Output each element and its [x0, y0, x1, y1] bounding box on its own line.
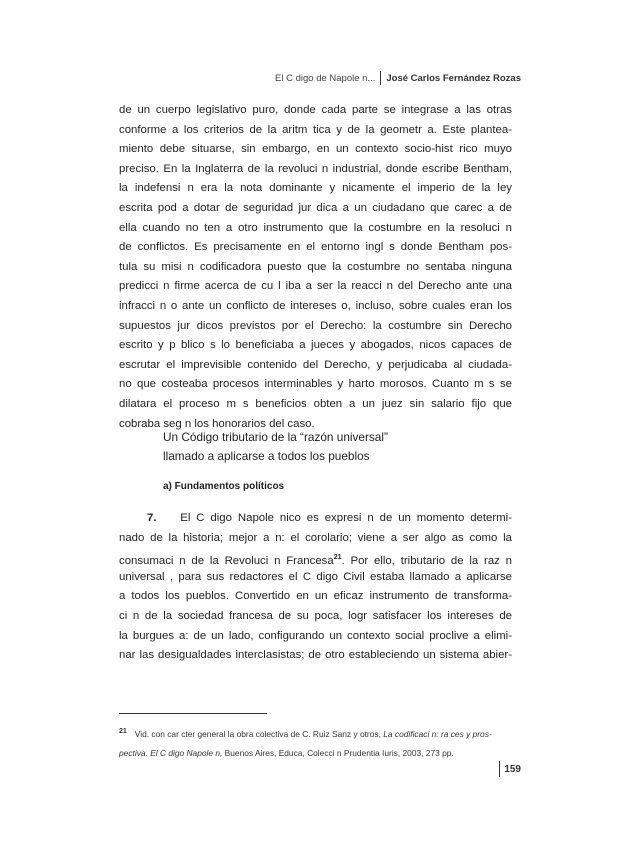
footnote-text: Buenos Aires, Educa, Colecci n Prudentia Iuris, 2003, 273 pp.	[222, 747, 454, 758]
text-line: la indefensi n era la nota dominante y nicamente el imperio de la ley	[119, 182, 512, 195]
text-line: de un cuerpo legislativo puro, donde cada parte se integrase a las otras	[119, 104, 512, 116]
text-line: la burgues a: de un lado, configurando un contexto social proclive a elimi-	[119, 629, 512, 642]
body-paragraph-2	[119, 509, 512, 666]
text-line: escrito y p blico s lo beneficiaba a jueces y abogados, nicos capaces de	[119, 339, 512, 352]
text-line: no que costeaba procesos interminables y harto morosos. Cuanto m s se	[119, 378, 512, 391]
text-line: infracci n o ante un conflicto de intereses o, incluso, sobre cuales eran los	[119, 299, 512, 312]
footnote-line-1	[119, 722, 519, 744]
text-line: tula su misi n codificadora puesto que la costumbre no sentaba ninguna	[119, 260, 512, 273]
paragraph-number: 7.	[147, 512, 157, 524]
subsection-heading: a) Fundamentos políticos	[163, 481, 285, 492]
page-number-bar	[499, 761, 500, 777]
text-line: miento debe situarse, sin embargo, en un contexto socio-hist rico muyo	[119, 143, 512, 156]
text-line: supuestos jur dicos previstos por el Derecho: la costumbre sin Derecho	[119, 319, 512, 332]
text-line: preciso. En la Inglaterra de la revoluci n industrial, donde escribe Bentham,	[119, 162, 512, 175]
text-line: cobraba seg n los honorarios del caso.	[119, 417, 315, 430]
text-line: predicci n firme acerca de cu l iba a ser la reacci n del Derecho ante una	[119, 280, 512, 293]
footnote-number: 21	[119, 728, 127, 735]
running-header	[275, 71, 521, 85]
body-paragraph-1	[119, 101, 512, 434]
section-heading-line-2: llamado a aplicarse a todos los pueblos	[163, 449, 370, 463]
header-title: El C digo de Napole n...	[275, 72, 376, 84]
text-line: nado de la historia; mejor a n: el corolario; viene a ser algo as como la	[119, 531, 512, 544]
text-line: escrita pod a dotar de seguridad jur dica a un ciudadano que carec a de	[119, 201, 512, 214]
text-line: escrutar el imprevisible contenido del Derecho, y perjudicaba al ciudada-	[119, 358, 512, 371]
text-line: ci n de la sociedad francesa de su poca, logr satisfacer los intereses de	[119, 609, 512, 622]
page-number-value: 159	[504, 763, 521, 775]
line-text: consumaci n de la Revoluci n Francesa	[119, 554, 334, 567]
first-line-text: El C digo Napole nico es expresi n de un momento determi-	[180, 512, 512, 524]
footnote-reference[interactable]: 21	[333, 554, 342, 562]
text-line: nar las desigualdades interclasistas; de otro estableciendo un sistema abier-	[119, 649, 512, 662]
text-line: universal , para sus redactores el C digo Civil estaba llamado a aplicarse	[119, 570, 512, 583]
section-heading-line-1: Un Código tributario de la “razón universal”	[163, 430, 388, 444]
section-heading	[163, 428, 388, 466]
footnote-divider	[119, 713, 267, 714]
page-number	[499, 761, 521, 777]
text-line: a todos los pueblos. Convertido en un eficaz instrumento de transforma-	[119, 590, 512, 603]
text-line: de conflictos. Es precisamente en el entorno ingl s donde Bentham pos-	[119, 241, 512, 254]
text-line: ella cuando no ten a otro instrumento que la costumbre en la resoluci n	[119, 221, 512, 234]
footnote-title-cont: pectiva. El C digo Napole n,	[119, 747, 223, 758]
footnote-line-2	[119, 744, 519, 763]
text-line: conforme a los criterios de la aritm tica y de la geometr a. Este plantea-	[119, 123, 512, 136]
footnote-text: Vid. con car cter general la obra colectiva de C. Ruiz Sanz y otros,	[134, 728, 384, 739]
line-text: . Por ello, tributario de la raz n	[341, 554, 512, 567]
text-line: dilatara el proceso m s beneficios obten a un juez sin salario fijo que	[119, 397, 512, 410]
text-line	[119, 548, 512, 568]
header-separator	[380, 71, 381, 85]
text-line	[119, 509, 512, 529]
footnote	[119, 722, 519, 763]
footnote-title: La codificaci n: ra ces y pros-	[383, 728, 492, 739]
header-author: José Carlos Fernández Rozas	[386, 72, 521, 84]
